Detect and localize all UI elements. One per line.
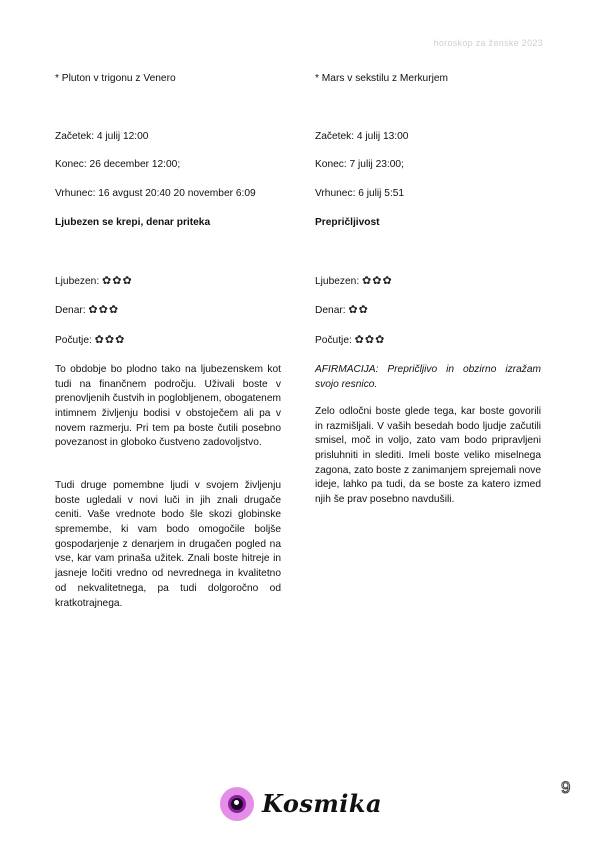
- transit-title: * Pluton v trigonu z Venero: [55, 73, 176, 84]
- header-note: horoskop za ženske 2023: [433, 38, 543, 48]
- body-paragraph-2: Tudi druge pomembne ljudi v svojem življenju boste ugledali v novi luči in jih znali drugače ceniti. Vaše vrednote bodo šle skozi globinske spremembe, ki vam bodo omogočile boljše gospodarjenje z denarjem in drugačen pogled na vse, kar vam prinaša užitek. Znali boste hitreje in jasneje ločiti vredno od nevrednega in kvalitetno od nekvalitetnega, pa tudi dolgoročno od kratkotrajnega.: [55, 480, 281, 609]
- end-date: Konec: 7 julij 23:00;: [315, 159, 404, 170]
- page-number: 9: [561, 778, 571, 797]
- affirmation: AFIRMACIJA: Prepričljivo in obzirno izražam svojo resnico.: [315, 364, 541, 390]
- kosmika-logo-icon: [220, 787, 254, 821]
- love-stars-icon: ✿✿✿: [102, 275, 133, 287]
- love-label: Ljubezen:: [315, 276, 360, 287]
- money-rating: [315, 303, 369, 318]
- body-paragraph-1: Zelo odločni boste glede tega, kar boste govorili in razmišljali. V vaših besedah bodo ljudje začutili smisel, moč in voljo, zato vam bodo pripravljeni prisluhniti in slediti. Imeli boste veliko miselnega zagona, zato boste z zanimanjem sprejemali nove ideje, lahko pa tudi, da se boste za katero izmed njih še prav posebno navdušili.: [315, 406, 541, 506]
- brand-name: Kosmika: [262, 789, 383, 819]
- transit-subtitle: Ljubezen se krepi, denar priteka: [55, 217, 211, 228]
- start-date: Začetek: 4 julij 13:00: [315, 131, 409, 142]
- peak-date: Vrhunec: 16 avgust 20:40 20 november 6:09: [55, 188, 256, 199]
- money-label: Denar:: [315, 305, 346, 316]
- body-paragraph-1: To obdobje bo plodno tako na ljubezenskem kot tudi na finančnem področju. Uživali boste v prenovljenih čustvih in poglobljenem, obogatenem intimnem življenju bodisi v obstoječem ali pa v novem razmerju. Pri tem pa boste čutili posebno povezanost in globoko čustveno zadovoljstvo.: [55, 364, 281, 449]
- peak-date: Vrhunec: 6 julij 5:51: [315, 188, 405, 199]
- wellbeing-label: Počutje:: [55, 335, 92, 346]
- footer-logo: [220, 786, 382, 822]
- money-stars-icon: ✿✿: [348, 304, 369, 316]
- end-date: Konec: 26 december 12:00;: [55, 159, 181, 170]
- love-rating: [315, 274, 393, 289]
- money-label: Denar:: [55, 305, 86, 316]
- money-rating: [55, 303, 119, 318]
- love-stars-icon: ✿✿✿: [362, 275, 393, 287]
- transit-subtitle: Prepričljivost: [315, 217, 380, 228]
- wellbeing-rating: [315, 333, 385, 348]
- start-date: Začetek: 4 julij 12:00: [55, 131, 149, 142]
- transit-title: * Mars v sekstilu z Merkurjem: [315, 73, 449, 84]
- wellbeing-label: Počutje:: [315, 335, 352, 346]
- wellbeing-stars-icon: ✿✿✿: [354, 334, 386, 346]
- wellbeing-stars-icon: ✿✿✿: [94, 334, 126, 346]
- money-stars-icon: ✿✿✿: [88, 304, 120, 316]
- wellbeing-rating: [55, 333, 125, 348]
- love-rating: [55, 274, 133, 289]
- love-label: Ljubezen:: [55, 276, 100, 287]
